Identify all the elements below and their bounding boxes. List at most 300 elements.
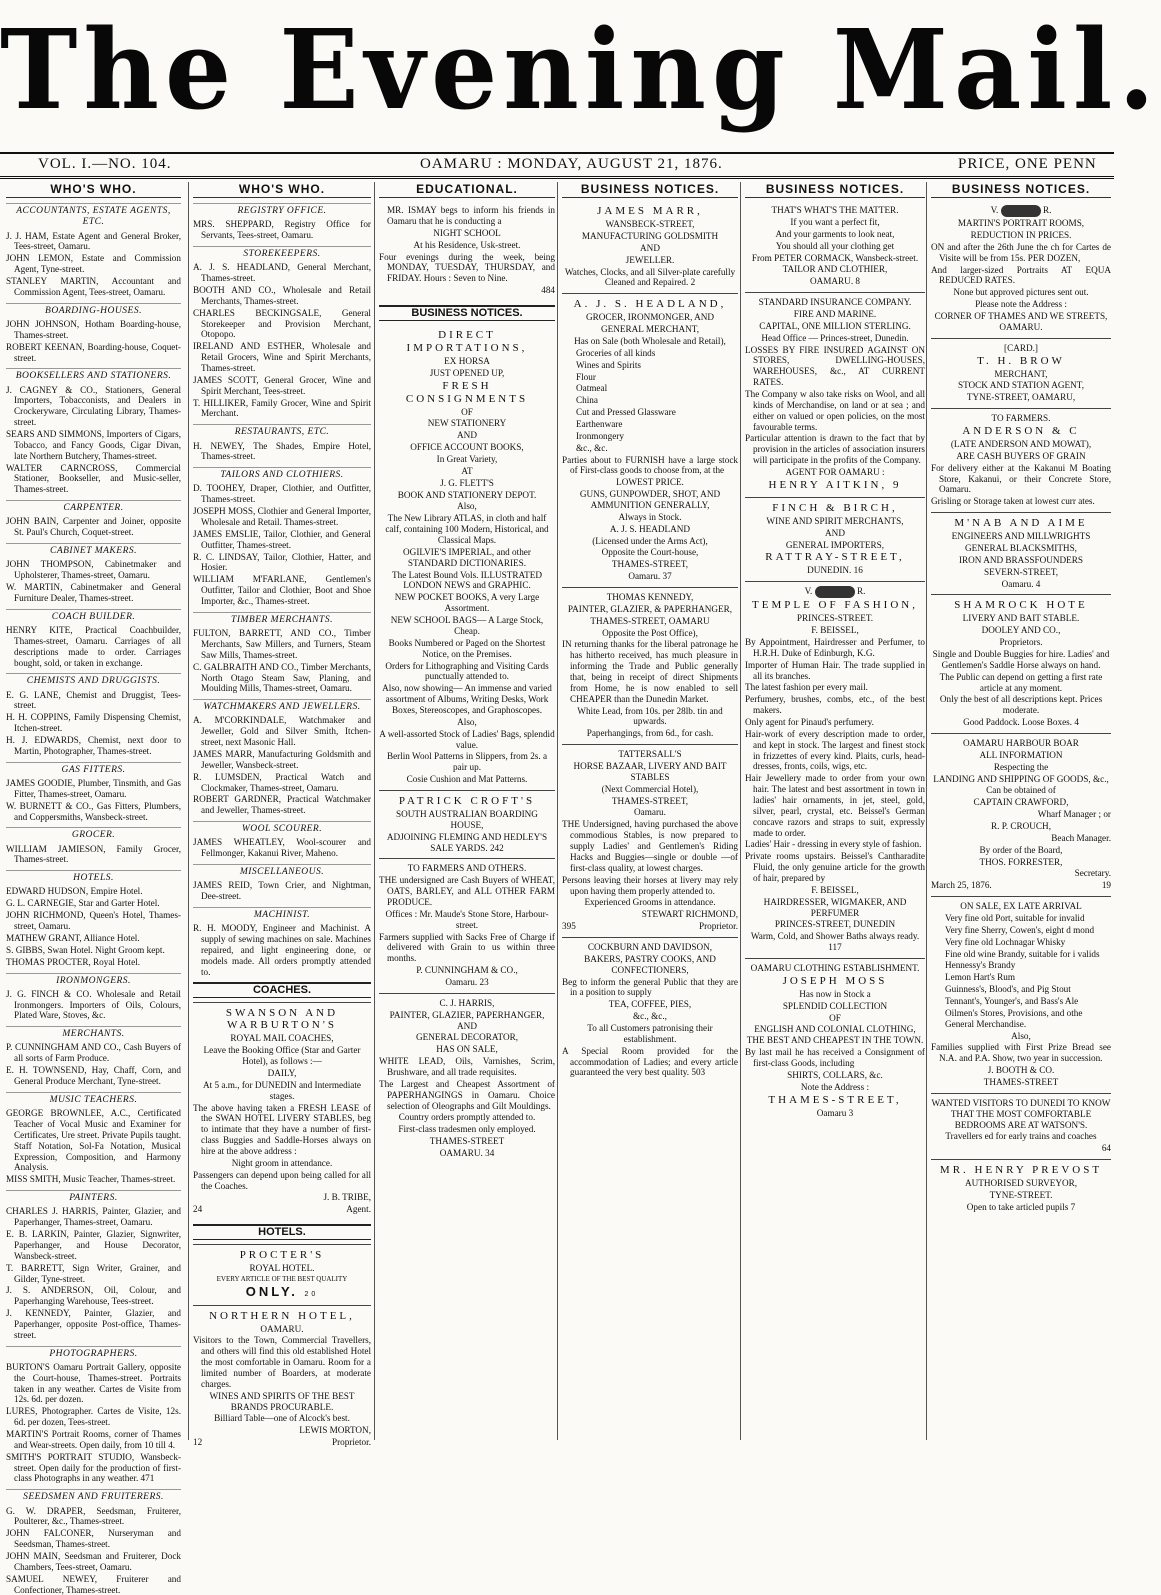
ad-line: ALL INFORMATION (979, 749, 1063, 760)
column-6 (926, 182, 1115, 1440)
section-title: GAS FITTERS. (6, 762, 181, 776)
ad-line: [CARD.] (1004, 342, 1038, 353)
ad-name: OAMARU HARBOUR BOAR (963, 737, 1079, 748)
crest-letter: V. (804, 586, 813, 597)
ad-body: Hair Jewellery made to order from your own hair. The latest and best assortment in town in ladies' hair ornaments, in jet, steel, gold, silver, pearl, crystal, etc. Beissel's German concave razors and straps to suit, expressly made to order. (745, 773, 925, 838)
ad-line: (Licensed under the Arms Act), (592, 535, 708, 546)
ad-line: If you want a perfect fit, (790, 217, 880, 228)
directory-entry: JAMES MARR, Manufacturing Goldsmith and Jeweller, Wansbeck-street. (193, 749, 371, 770)
ad-line (379, 1148, 555, 1159)
ad-body: THE Undersigned, having purchased the above commodious Stables, is now prepared to supply Ladies' and Gentlemen's Riding Hacks and Buggies—single or double —of first-class quality, at lowest charges. (562, 819, 738, 873)
ad-line: THAMES-STREET, (611, 795, 689, 806)
ad-number: 24 (193, 1204, 203, 1215)
wine-sale-ad (931, 896, 1111, 1093)
ad-body (562, 1046, 738, 1079)
directory-entry: ROBERT KEENAN, Boarding-house, Coquet-street. (6, 341, 181, 363)
ad-line: PRINCES-STREET. (796, 613, 874, 624)
ad-line (931, 579, 1111, 590)
ad-number: 19 (1101, 880, 1111, 891)
ad-line: THAMES-STREET (429, 1136, 505, 1147)
ad-line: MERCHANT, (994, 368, 1048, 379)
ad-line: MANUFACTURING GOLDSMITH (581, 230, 719, 241)
ad-line (931, 880, 1111, 891)
ad-number: 4 (1035, 578, 1041, 589)
ad-number: 12 (193, 1437, 203, 1448)
ad-name: THOMAS KENNEDY, (606, 592, 694, 603)
cormack-ad (745, 201, 925, 292)
ad-line: OF (829, 1012, 841, 1023)
ad-signature: P. CUNNINGHAM & CO., (416, 965, 518, 976)
flett-ad (379, 325, 555, 790)
ad-line: First-class tradesmen only employed. (398, 1124, 536, 1135)
ad-line: Beach Manager. (1051, 832, 1111, 843)
ad-name: T. H. BROW (977, 354, 1065, 367)
ad-line: F. BEISSEL, (811, 625, 859, 636)
ad-line: PAINTER, GLAZIER, PAPERHANGER, AND (389, 1009, 545, 1031)
list-item: Oilmen's Stores, Provisions, and othe General Merchandise. (945, 1007, 1083, 1029)
ad-body: Only agent for Pinaud's perfumery. (745, 716, 874, 727)
ad-name: TATTERSALL'S (618, 749, 682, 760)
crest-letter: V. (990, 205, 999, 216)
ad-line: Single and Double Buggies for hire. Ladies' and Gentlemen's Saddle Horse always on hand. (932, 648, 1110, 670)
ad-line: GENERAL DECORATOR, (415, 1032, 519, 1043)
directory-entry: THOMAS PROCTER, Royal Hotel. (6, 956, 140, 967)
royal-crest (745, 586, 925, 598)
directory-entry: MRS. SHEPPARD, Registry Office for Servants, Tees-street, Oamaru. (193, 219, 371, 241)
ad-line (379, 832, 555, 854)
ad-signature (193, 1437, 371, 1448)
ad-body: The Company w also take risks on Wool, and all kinds of Merchandise, on land or at sea ; and either on valued or open policies, on the most favourable terms. (745, 389, 925, 432)
ad-body: Importer of Human Hair. The trade supplied in all its branches. (745, 659, 925, 681)
ad-number: 16 (853, 565, 863, 576)
ad-signature: LEWIS MORTON, (299, 1425, 371, 1436)
directory-entry: CHARLES BECKINGSALE, General Storekeeper and Provision Merchant, Otopopo. (193, 307, 371, 340)
ad-body: The above having taken a FRESH LEASE of the SWAN HOTEL LIVERY STABLES, beg to intimate that they have a number of first-class Buggies and Saddle-Horses always on hire at the above address : (193, 1102, 371, 1157)
column-5 (740, 182, 929, 1440)
list-item: Very fine Sherry, Cowen's, eight d mond (945, 924, 1095, 935)
section-title: TIMBER MERCHANTS. (193, 612, 371, 626)
list-item: &c., &c. (576, 442, 608, 453)
ad-line: EVERY ARTICLE OF THE BEST QUALITY (216, 1274, 348, 1283)
list-item: Tennant's, Younger's, and Bass's Ale (945, 996, 1079, 1007)
northern-hotel-ad (193, 1305, 371, 1453)
directory-entry: MARTIN'S Portrait Rooms, corner of Thames and Wear-streets. Open daily, from 10 till 4. (6, 1429, 181, 1450)
ad-line: OF (461, 406, 473, 417)
ad-body: By last mail he has received a Consignment of first-class Goods, including (745, 1047, 925, 1068)
ad-line (745, 565, 925, 576)
ad-line: SEVERN-STREET, (983, 566, 1059, 577)
section-title: COACH BUILDER. (6, 609, 181, 623)
ad-number: 395 (562, 921, 576, 932)
kennedy-ad (562, 587, 738, 744)
list-item: Ironmongery (576, 430, 624, 441)
standard-insurance-ad (745, 292, 925, 497)
hotels-heading: HOTELS. (193, 1224, 371, 1240)
directory-entry: J. G. FINCH & CO. Wholesale and Retail Ironmongers. Importers of Oils, Colours, Plated Ware, Stoves, &c. (6, 988, 181, 1021)
ad-name: TO FARMERS AND OTHERS. (407, 863, 527, 874)
ad-line: (LATE ANDERSON AND MOWAT), (950, 438, 1092, 449)
section-title: TAILORS AND CLOTHIERS. (193, 467, 371, 481)
section-title: WATCHMAKERS AND JEWELLERS. (193, 699, 371, 713)
ad-line (562, 571, 738, 582)
ad-line: GENERAL MERCHANT, (601, 324, 699, 335)
section-title: CHEMISTS AND DRUGGISTS. (6, 673, 181, 687)
ad-line: NIGHT SCHOOL (433, 227, 501, 238)
directory-sections (193, 203, 371, 977)
ad-line: THAMES-STREET (983, 1077, 1059, 1088)
ad-line: PRINCES-STREET, DUNEDIN (774, 919, 896, 930)
ad-line: At his Residence, Usk-street. (413, 239, 521, 250)
ad-line: Travellers ed for early trains and coaches (945, 1131, 1097, 1142)
ad-line: Opposite the Post Office), (602, 627, 698, 638)
directory-entry: EDWARD HUDSON, Empire Hotel. (6, 886, 143, 897)
ad-line: LOWEST PRICE. (616, 477, 684, 488)
ad-line: AT (461, 465, 473, 476)
ad-name: C. J. HARRIS, (439, 997, 495, 1008)
ad-body: Hair-work of every description made to order, and kept in stock. The largest and finest stock in frizzettes of every kind. Plaits, curls, head-dresses, fronts, coils, wigs, etc. (745, 728, 925, 772)
ad-body: The Largest and Cheapest Assortment of PAPERHANGINGS in Oamaru. Choice selection of Oleographs and Gilt Mouldings. (379, 1078, 555, 1111)
section-title: CARPENTER. (6, 500, 181, 514)
ad-line: FIRE AND MARINE. (793, 309, 877, 320)
ad-place: OAMARU. (809, 276, 854, 287)
ad-line: PAINTER, GLAZIER, & PAPERHANGER, (567, 603, 733, 614)
directory-entry: IRELAND AND ESTHER, Wholesale and Retail Grocers, Wine and Spirit Merchants, Thames-street. (193, 341, 371, 374)
ad-name: ANDERSON & C (962, 425, 1080, 438)
directory-entry: FULTON, BARRETT, AND CO., Timber Merchants, Saw Millers, and Turners, Steam Saw Mills, Thames-street. (193, 628, 371, 660)
directory-entry: H. H. COPPINS, Family Dispensing Chemist, Itchen-street. (6, 712, 181, 734)
ad-line: J. G. FLETT'S (440, 477, 494, 488)
ad-line (931, 1202, 1111, 1213)
ad-line: Has now in Stock a (799, 988, 871, 999)
section-title: MERCHANTS. (6, 1026, 181, 1040)
ad-number: 117 (828, 942, 842, 953)
ad-line: Paperhangings, from 6d., for cash. (586, 728, 714, 739)
ad-line: THAMES-STREET, (611, 559, 689, 570)
section-title: SEEDSMEN AND FRUITERERS. (6, 1489, 181, 1503)
column-heading: BUSINESS NOTICES. (931, 182, 1111, 198)
ad-line: Also, (457, 716, 477, 727)
directory-entry: J. S. ANDERSON, Oil, Colour, and Paperhanging Warehouse, Tees-street. (6, 1285, 181, 1307)
masthead-title: The Evening Mail. (0, 4, 1161, 135)
ad-line: A well-assorted Stock of Ladies' Bags, splendid value. (379, 728, 555, 750)
ad-signature (193, 1204, 371, 1215)
directory-entry: S. GIBBS, Swan Hotel. Night Groom kept. (6, 944, 165, 955)
list-item: Very fine old Port, suitable for invalid (945, 913, 1085, 923)
ad-line: The Public can depend on getting a first rate article at any moment. (939, 671, 1103, 693)
ad-number: 3 (848, 1107, 854, 1118)
ad-line (745, 1108, 925, 1119)
section-title: WOOL SCOURER. (193, 821, 371, 835)
ismay-school-ad (379, 201, 555, 301)
directory-entry: CHARLES J. HARRIS, Painter, Glazier, and Paperhanger, Thames-street, Oamaru. (6, 1206, 181, 1228)
ad-body-text: Good Paddock. Loose Boxes. (963, 717, 1073, 728)
ad-line: You should all your clothing get (775, 240, 895, 251)
crest-letter: R. (1042, 205, 1052, 216)
ad-line: THAMES-STREET, OAMARU (590, 615, 710, 626)
list-item: Groceries of all kinds (576, 347, 656, 358)
ad-body: THE undersigned are Cash Buyers of WHEAT, OATS, BARLEY, and ALL OTHER FARM PRODUCE. (379, 875, 555, 907)
ad-line: TYNE-STREET. (989, 1190, 1053, 1201)
ad-body: Perfumery, brushes, combs, etc., of the best makers. (745, 694, 925, 716)
directory-entry: SAMUEL NEWEY, Fruiterer and Confectioner, Thames-street. (6, 1573, 181, 1595)
farmers-ad (379, 858, 555, 992)
directory-entry: JAMES EMSLIE, Tailor, Clothier, and General Outfitter, Thames-street. (193, 528, 371, 550)
list-item: Earthenware (576, 418, 623, 429)
price: PRICE, ONE PENN (958, 156, 1097, 172)
ad-line: At 5 a.m., for DUNEDIN and Intermediate stages. (203, 1079, 361, 1101)
ad-name: TEMPLE OF FASHION, (752, 599, 918, 612)
coaches-ad (193, 1002, 371, 1221)
ad-line: SOUTH AUSTRALIAN BOARDING HOUSE, (396, 808, 538, 830)
ad-line: Books Numbered or Paged on the Shortest Notice, on the Premises. (388, 637, 546, 659)
ad-body: The latest fashion per every mail. (745, 682, 868, 693)
directory-entry: ROBERT GARDNER, Practical Watchmaker and Jeweller, Thames-street. (193, 794, 371, 816)
ad-signature-title: Agent. (346, 1204, 371, 1215)
columns (6, 182, 1111, 1595)
list-item: Flour (576, 371, 596, 382)
ad-signature: Secretary. (1074, 868, 1111, 879)
ad-name: DIRECT IMPORTATIONS, (406, 329, 528, 354)
directory-entry: WALTER CARNCROSS, Commercial Stationer, Bookseller, and Music-seller, Thames-street. (6, 462, 181, 495)
list-item: Hennessy's Brandy (945, 960, 1016, 971)
ad-line: TAILOR AND CLOTHIER, (782, 264, 888, 275)
ad-line: Oamaru. (634, 807, 666, 818)
ad-line: AND (457, 430, 477, 441)
ad-line: AND (640, 242, 660, 253)
directory-entry: JOHN FALCONER, Nurseryman and Seedsman, Thames-street. (6, 1528, 181, 1550)
ad-line: GUNS, GUNPOWDER, SHOT, AND AMMUNITION GENERALLY, (579, 489, 721, 510)
directory-entry: D. TOOHEY, Draper, Clothier, and Outfitter, Thames-street. (193, 483, 371, 505)
masthead (0, 0, 1161, 150)
ad-line: CAPITAL, ONE MILLION STERLING. (759, 320, 911, 331)
section-title: PHOTOGRAPHERS. (6, 1346, 181, 1360)
directory-entry: W. BURNETT & CO., Gas Fitters, Plumbers, and Coppersmiths, Wansbeck-street. (6, 800, 181, 822)
ad-signature (745, 479, 925, 492)
directory-entry: J. J. HAM, Estate Agent and General Broker, Tees-street, Oamaru. (6, 230, 181, 252)
list-item: Very fine old Lochnagar Whisky (945, 936, 1066, 947)
coaches-heading: COACHES. (193, 982, 371, 998)
directory-entry: JOHN MAIN, Seedsman and Fruiterer, Dock Chambers, Tees-street, Oamaru. (6, 1550, 181, 1572)
ad-line: SPLENDID COLLECTION (782, 1000, 888, 1011)
directory-entry: T. BARRETT, Sign Writer, Grainer, and Gilder, Tyne-street. (6, 1262, 181, 1284)
ad-line: Also, (457, 501, 477, 512)
ad-line: Wharf Manager ; or (1037, 809, 1111, 820)
ad-body: IN returning thanks for the liberal patronage he has hitherto received, has much pleasure in informing the Trade and Public generally that, being in receipt of direct Shipments from Home, he is now enabled to sell CHEAPER than the Dunedin Market. (562, 639, 738, 704)
ad-line: JOSEPH MOSS (782, 974, 888, 987)
ad-number: 2 (690, 277, 696, 288)
wine-list (931, 913, 1111, 1030)
list-item: China (576, 395, 598, 406)
ad-line: Experienced Grooms in attendance. (584, 897, 716, 908)
directory-entry: T. HILLIKER, Family Grocer, Wine and Spirit Merchant. (193, 397, 371, 419)
section-title: RESTAURANTS, ETC. (193, 424, 371, 438)
ad-number: 9 (892, 478, 902, 491)
business-notices-heading: BUSINESS NOTICES. (379, 305, 555, 321)
ad-number: 8 (855, 276, 861, 287)
ad-number: 23 (479, 976, 489, 987)
directory-entry: W. MARTIN, Cabinetmaker and General Furniture Dealer, Thames-street. (6, 582, 181, 603)
ad-line: A. J. S. HEADLAND (609, 523, 691, 534)
directory-entry: P. CUNNINGHAM AND CO., Cash Buyers of all sorts of Farm Produce. (6, 1042, 181, 1064)
ad-line: Country orders promptly attended to. (398, 1112, 536, 1123)
ad-name: ON SALE, EX LATE ARRIVAL (960, 901, 1082, 912)
prevost-ad (931, 1159, 1111, 1218)
ad-place: Oamaru. (445, 976, 478, 987)
list-item: Lemon Hart's Rum (945, 972, 1016, 983)
finch-birch-ad (745, 497, 925, 581)
harris-ad (379, 993, 555, 1164)
ad-line: ENGLISH AND COLONIAL CLOTHING, THE BEST AND CHEAPEST IN THE TOWN. (746, 1024, 924, 1046)
ad-line: JEWELLER. (625, 254, 675, 265)
list-item: Cut and Pressed Glassware (576, 407, 676, 418)
ad-line: DAILY, (267, 1068, 297, 1079)
ad-body: And larger-sized Portraits AT EQUA REDUCED RATES. (931, 264, 1111, 286)
ad-name: M'NAB AND AIME (954, 517, 1088, 530)
ad-place: DUNEDIN. (807, 565, 852, 576)
directory-entry: J. CAGNEY & CO., Stationers, General Importers, Tobacconists, and Dealers in Crockeryware, Circulating Library, Thames-street. (6, 384, 181, 428)
directory-entry: E. H. TOWNSEND, Hay, Chaff, Corn, and General Produce Merchant, Tyne-street. (6, 1065, 181, 1087)
ad-line: By order of the Board, (979, 844, 1063, 855)
ad-line: HAIRDRESSER, WIGMAKER, AND PERFUMER (763, 896, 907, 918)
ad-line: AGENT FOR OAMARU : (785, 467, 885, 478)
ad-body: Beg to inform the general Public that they are in a position to supply (562, 976, 738, 998)
ad-line: LANDING AND SHIPPING OF GOODS, &c., (933, 773, 1109, 784)
directory-entry: JAMES SCOTT, General Grocer, Wine and Spirit Merchant, Tees-street. (193, 374, 371, 396)
ad-body-text: Open to take articled pupils (966, 1201, 1069, 1212)
tattersall-ad (562, 744, 738, 937)
directory-entry: SEARS AND SIMMONS, Importers of Cigars, Tobacco, and Fancy Goods, Cigar Divan, late Northern Butchery, Thames-street. (6, 429, 181, 461)
ad-signature: J. B. TRIBE, (323, 1192, 371, 1203)
ad-line: NEW SCHOOL BAGS— A Large Stock, Cheap. (390, 615, 544, 636)
directory-entry: R. LUMSDEN, Practical Watch and Clockmaker, Thames-street, Oamaru. (193, 771, 371, 793)
ad-number: 503 (691, 1067, 706, 1078)
ad-line: WANSBECK-STREET, (605, 219, 695, 230)
ad-name: WANTED VISITORS TO DUNEDI TO KNOW THAT THE MOST COMFORTABLE BEDROOMS ARE AT WATSON'S. (931, 1097, 1111, 1130)
issue-line (0, 152, 1114, 179)
section-title: MACHINIST. (193, 907, 371, 921)
ad-place: Oamaru (816, 1107, 847, 1118)
ad-line: F. BEISSEL, (811, 884, 859, 895)
volume-number: VOL. I.—NO. 104. (38, 156, 172, 172)
ad-line: Night groom in attendance. (231, 1157, 333, 1168)
section-title: GROCER. (6, 827, 181, 841)
martin-portrait-ad (931, 201, 1111, 338)
ad-line: Opposite the Court-house, (601, 547, 699, 558)
directory-entry: LURES, Photographer. Cartes de Visite, 12s. 6d. per dozen, Tees-street. (6, 1406, 181, 1428)
ad-body: Watches, Clocks, and all Silver-plate carefully Cleaned and Repaired. (564, 266, 736, 288)
ad-name: MR. HENRY PREVOST (939, 1164, 1103, 1177)
ad-body-text: Warm, Cold, and Shower Baths always ready. (750, 931, 920, 942)
ad-line: WINE AND SPIRIT MERCHANTS, (766, 515, 904, 526)
headland-ad (562, 293, 738, 587)
marr-ad (562, 201, 738, 293)
ad-line (562, 267, 738, 289)
mnab-aimer-ad (931, 512, 1111, 594)
procters-hotel-ad (193, 1244, 371, 1304)
ad-line: NEW STATIONERY (427, 418, 507, 429)
ad-line: AND (825, 527, 845, 538)
section-title: BOOKSELLERS AND STATIONERS. (6, 368, 181, 382)
list-item: Wines and Spirits (576, 359, 641, 370)
section-title: ACCOUNTANTS, ESTATE AGENTS, ETC. (6, 203, 181, 228)
ad-body: Parties about to FURNISH have a large stock of First-class goods to choose from, at the (562, 454, 738, 476)
ad-line: REDUCTION IN PRICES. (970, 230, 1072, 241)
ad-place: Oamaru. (628, 571, 661, 582)
section-title: CABINET MAKERS. (6, 543, 181, 557)
ad-line: CAPTAIN CRAWFORD, (973, 797, 1069, 808)
ad-line: Can be obtained of (986, 785, 1056, 796)
ad-number: 34 (485, 1147, 495, 1158)
ad-line: Cosie Cushion and Mat Patterns. (406, 774, 528, 785)
ad-line: CORNER OF THAMES AND WE STREETS, OAMARU. (934, 311, 1108, 332)
ad-line: HORSE BAZAAR, LIVERY AND BAIT STABLES (573, 761, 727, 782)
ad-line (745, 276, 925, 287)
ad-line: Also, now showing— An immense and varied assortment of Albums, Writing Desks, Work Boxes, Stereoscopes, and Graphoscopes. (382, 683, 552, 715)
ad-name: A. J. S. HEADLAND, (573, 298, 727, 311)
ad-body: Families supplied with First Prize Bread see N.A. and P.A. Show, two year in succession. (931, 1042, 1111, 1064)
ad-address: ADJOINING FLEMING AND HEDLEY'S SALE YARDS. (386, 831, 548, 853)
ad-line: Also, (1011, 1030, 1031, 1041)
directory-entry: WILLIAM M'FARLANE, Gentlemen's Outfitter, Tailor and Clothier, Boot and Shoe Importer, &c., Thames-street. (193, 574, 371, 607)
directory-entry: E. G. LANE, Chemist and Druggist, Tees-street. (6, 689, 181, 711)
ad-name: PROCTER'S (239, 1249, 325, 1262)
shamrock-hotel-ad (931, 594, 1111, 733)
directory-entry: R. H. MOODY, Engineer and Machinist. A supply of sewing machines on sale. Machines repaired, and light engineering done, or models made. All orders promptly attended to. (193, 923, 371, 977)
directory-entry: JOHN LEMON, Estate and Commission Agent, Tyne-street. (6, 253, 181, 275)
ad-body: Farmers supplied with Sacks Free of Charge if delivered with Grain to us within three months. (379, 931, 555, 964)
directory-entry: JOHN BAIN, Carpenter and Joiner, opposite St. Paul's Church, Coquet-street. (6, 516, 181, 538)
directory-entry: R. C. LINDSAY, Tailor, Clothier, Hatter, and Hosier. (193, 551, 371, 573)
ad-line: EX HORSA (444, 355, 490, 366)
ad-line: WINES AND SPIRITS OF THE BEST BRANDS PROCURABLE. (209, 1390, 355, 1412)
directory-entry: MISS SMITH, Music Teacher, Thames-street. (6, 1174, 176, 1185)
ad-line: Respecting the (993, 761, 1049, 772)
ad-line: &c., &c., (633, 1011, 667, 1022)
ad-date: March 25, 1876. (931, 880, 992, 891)
ad-name: SWANSON AND WARBURTON'S (225, 1006, 339, 1032)
ad-line: From PETER CORMACK, Wansbeck-street. (751, 252, 919, 263)
ad-name: STANDARD INSURANCE COMPANY. (758, 297, 912, 308)
ad-line: Billiard Table—one of Alcock's best. (214, 1413, 350, 1424)
ad-line: OGILVIE'S IMPERIAL, and other STANDARD DICTIONARIES. (403, 546, 531, 568)
ad-signature: STEWART RICHMOND, (641, 909, 738, 920)
ad-line: None but approved pictures sent out. (953, 287, 1089, 298)
ad-line: ARE CASH BUYERS OF GRAIN (956, 450, 1086, 461)
column-2 (188, 182, 375, 1448)
section-title: MISCELLANEOUS. (193, 864, 371, 878)
ad-line: Proprietors. (999, 637, 1043, 648)
ad-line: NEW POCKET BOOKS, A very Large Assortment. (394, 592, 540, 614)
column-heading: EDUCATIONAL. (379, 182, 555, 198)
column-heading: WHO'S WHO. (6, 182, 181, 198)
ad-line: The Latest Bound Vols. ILLUSTRATED LONDON NEWS and GRAPHIC. (392, 569, 542, 591)
section-title: HOTELS. (6, 870, 181, 884)
ad-line (931, 717, 1111, 728)
ad-signature-title: Proprietor. (698, 921, 738, 932)
cockburn-ad (562, 937, 738, 1083)
ad-line (745, 931, 925, 953)
ad-number: 37 (662, 571, 672, 582)
section-title: IRONMONGERS. (6, 973, 181, 987)
ad-line: JUST OPENED UP, (429, 367, 505, 378)
directory-entry: JAMES GOODIE, Plumber, Tinsmith, and Gas Fitter, Thames-street, Oamaru. (6, 777, 181, 799)
directory-sections (6, 203, 181, 1595)
directory-entry: C. GALBRAITH AND CO., Timber Merchants, North Otago Steam Saw, Planing, and Moulding Mills, Thames-street, Oamaru. (193, 661, 371, 694)
royal-crest (931, 205, 1111, 217)
ad-signature: THOS. FORRESTER, (979, 856, 1063, 867)
directory-entry: JOSEPH MOSS, Clothier and General Importer, Wholesale and Retail. Thames-street. (193, 506, 372, 528)
ad-line: And your garments to look neat, (775, 228, 895, 239)
